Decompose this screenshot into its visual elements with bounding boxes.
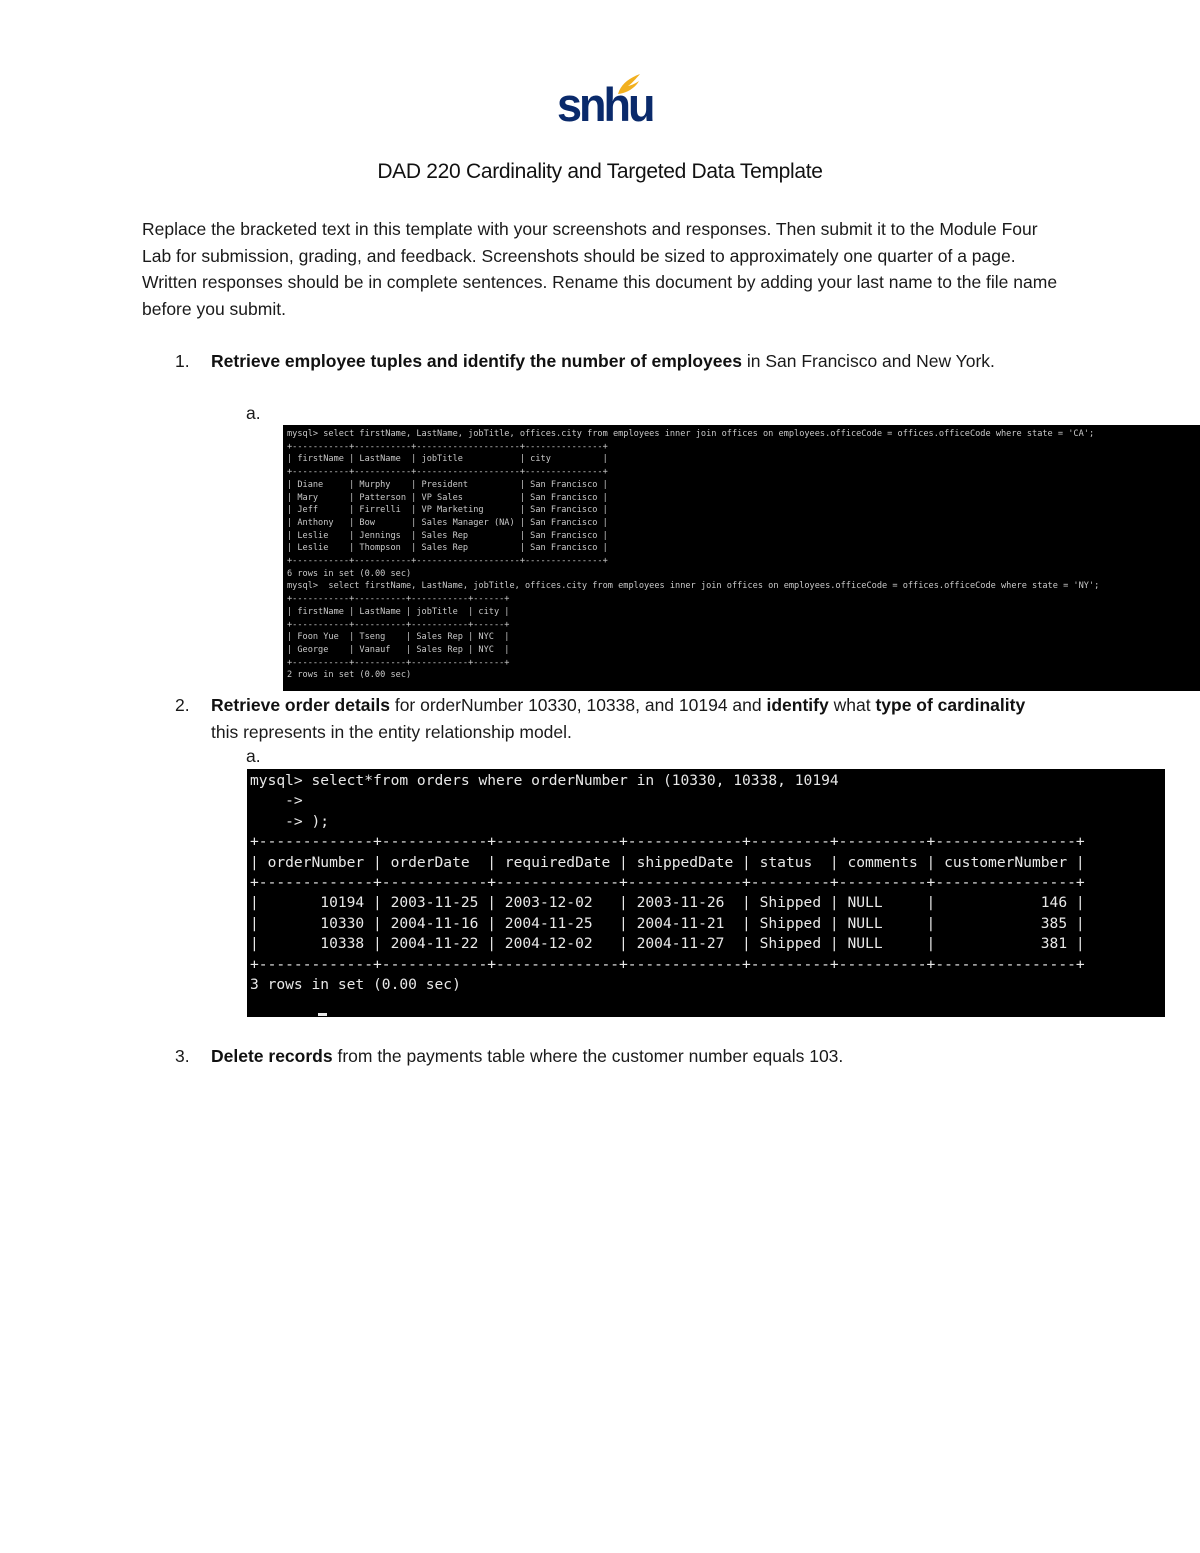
list-text xyxy=(211,348,1041,375)
logo-wordmark: snhu xyxy=(557,77,653,132)
intro-paragraph: Replace the bracketed text in this template with your screenshots and responses. Then submit it to the Module Four Lab for submission, grading, and feedback. Screenshots should be sized to approximately one quarter of a page. Written responses should be in complete sentences. Rename this document by adding your last name to the file name before you submit. xyxy=(142,219,1058,319)
list-number: 3. xyxy=(175,1046,190,1066)
bold-instruction: type of cardinality xyxy=(875,695,1026,715)
instruction-rest: from the payments table where the customer number equals 103. xyxy=(332,1046,844,1066)
bold-instruction: Retrieve employee tuples and identify the number of employees xyxy=(211,351,742,371)
bold-instruction: Retrieve order details xyxy=(211,695,390,715)
page-title: DAD 220 Cardinality and Targeted Data Template xyxy=(377,160,823,183)
terminal-cursor xyxy=(318,1013,327,1016)
instruction-rest: this represents in the entity relationship model. xyxy=(211,721,572,742)
terminal-screenshot-orders xyxy=(247,769,1165,1017)
snhu-logo xyxy=(553,72,653,134)
sub-item-1a: a. xyxy=(246,403,261,423)
list-text xyxy=(211,692,1041,745)
sub-item-2a: a. xyxy=(246,746,261,766)
instruction-text: what xyxy=(828,695,876,715)
list-number: 2. xyxy=(175,695,190,715)
bold-instruction: identify xyxy=(766,695,829,715)
instruction-rest: in San Francisco and New York. xyxy=(741,351,995,371)
terminal-output: mysql> select*from orders where orderNumber in (10330, 10338, 10194 -> -> ); +-------------+------------+--------------+-------------+---------+----------+----------------+ | orderNumber | orderDate | requiredDate | shippedDate | status | comments | customerNumber | +-------------+------------+--------------+-------------+---------+----------+----------------+ | 10194 | 2003-11-25 | 2003-12-02 | 2003-11-26 | Shipped | NULL | 146 | | 10330 | 2004-11-16 | 2004-11-25 | 2004-11-21 | Shipped | NULL | 385 | | 10338 | 2004-11-22 | 2004-12-02 | 2004-11-27 | Shipped | NULL | 381 | +-------------+------------+--------------+-------------+---------+----------+----------------+ 3 rows in set (0.00 sec) xyxy=(250,772,1085,994)
bold-instruction: Delete records xyxy=(211,1046,333,1066)
list-text xyxy=(211,1043,1041,1070)
list-number: 1. xyxy=(175,351,190,371)
instruction-text: for orderNumber 10330, 10338, and 10194 and xyxy=(389,695,767,715)
terminal-output: mysql> select firstName, LastName, jobTitle, offices.city from employees inner join offices on employees.officeCode = offices.officeCode where state = 'CA'; +-----------+-----------+--------------------+---------------+ | firstName | LastName | jobTitle | city | +-----------+-----------+--------------------+---------------+ | Diane | Murphy | President | San Francisco | | Mary | Patterson | VP Sales | San Francisco | | Jeff | Firrelli | VP Marketing | San Francisco | | Anthony | Bow | Sales Manager (NA) | San Francisco | | Leslie | Jennings | Sales Rep | San Francisco | | Leslie | Thompson | Sales Rep | San Francisco | +-----------+-----------+--------------------+---------------+ 6 rows in set (0.00 sec) mysql> select firstName, LastName, jobTitle, offices.city from employees inner join offices on employees.officeCode = offices.officeCode where state = 'NY'; +-----------+----------+-----------+------+ | firstName | LastName | jobTitle | city | +-----------+----------+-----------+------+ | Foon Yue | Tseng | Sales Rep | NYC | | George | Vanauf | Sales Rep | NYC | +-----------+----------+-----------+------+ 2 rows in set (0.00 sec) xyxy=(287,429,1100,681)
terminal-screenshot-employees xyxy=(283,425,1200,691)
